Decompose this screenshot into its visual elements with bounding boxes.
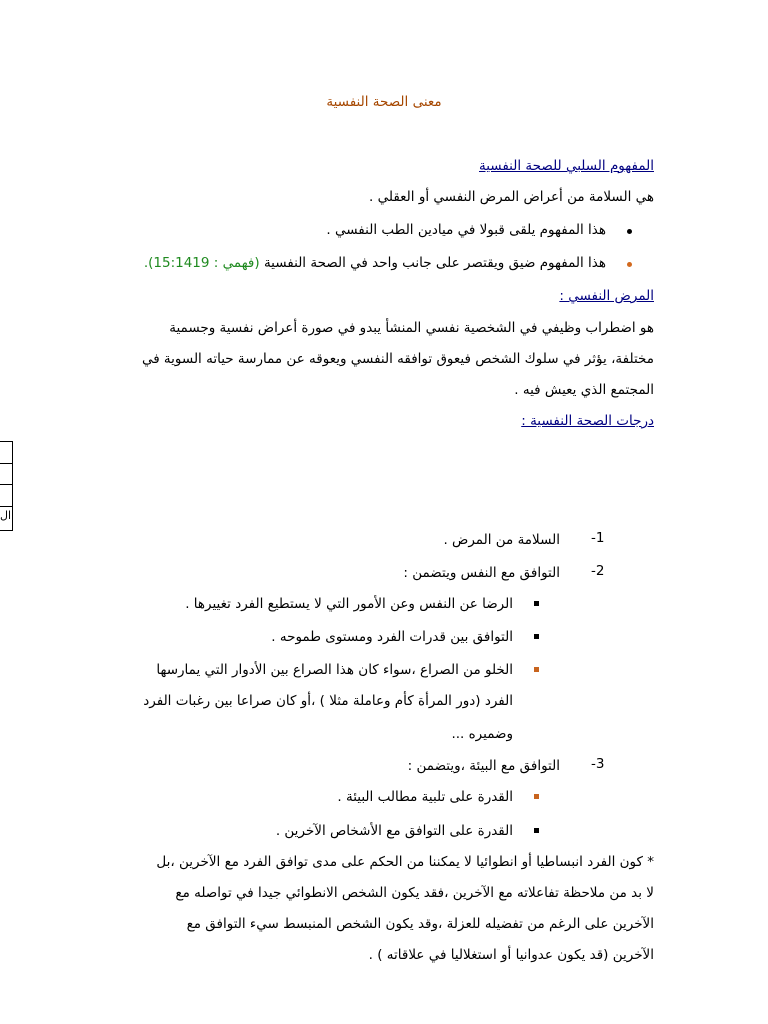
bullet-square-icon	[534, 667, 539, 672]
degree-item-3: التوافق مع البيئة ،ويتضمن :	[407, 758, 560, 774]
note-line-2: لا بد من ملاحظة تفاعلاته مع الآخرين ،فقد يكون الشخص الانطوائي جيدا في تواصله مع	[175, 885, 654, 901]
negative-bullet-2-text: هذا المفهوم ضيق ويقتصر على جانب واحد في الصحة النفسية	[263, 255, 606, 271]
bullet-square-icon	[534, 794, 539, 799]
item-number-3: -3	[591, 756, 605, 772]
item-number-2: -2	[591, 563, 605, 579]
degree-item-1: السلامة من المرض .	[443, 532, 560, 548]
note-line-1: * كون الفرد انبساطيا أو انطوائيا لا يمكننا من الحكم على مدى توافق الفرد مع الآخرين ،بل	[156, 854, 654, 870]
edge-table-row-line	[0, 506, 12, 507]
negative-concept-definition: هي السلامة من أعراض المرض النفسي أو العقلي .	[369, 189, 654, 205]
note-line-4: الآخرين (قد يكون عدوانيا أو استغلاليا في علاقاته ) .	[368, 947, 654, 963]
mental-illness-heading: المرض النفسي :	[559, 288, 654, 304]
degree-item-2: التوافق مع النفس ويتضمن :	[403, 565, 560, 581]
mental-illness-line-2: مختلفة، يؤثر في سلوك الشخص فيعوق توافقه النفسي ويعوقه عن ممارسة حياته السوية في	[141, 351, 654, 367]
negative-concept-heading: المفهوم السلبي للصحة النفسية	[479, 158, 654, 174]
self-bullet-3-cont-2: وضميره ...	[451, 726, 513, 742]
self-bullet-3: الخلو من الصراع ،سواء كان هذا الصراع بين الأدوار التي يمارسها	[156, 662, 513, 678]
page-title: معنى الصحة النفسية	[326, 94, 442, 110]
bullet-dot-icon	[627, 262, 632, 267]
negative-bullet-1: هذا المفهوم يلقى قبولا في ميادين الطب النفسي .	[326, 222, 606, 238]
self-bullet-1: الرضا عن النفس وعن الأمور التي لا يستطيع الفرد تغييرها .	[185, 596, 513, 612]
bullet-square-icon	[534, 634, 539, 639]
edge-table-text: ال	[0, 509, 12, 522]
citation: (فهمي : 15:1419).	[143, 255, 260, 271]
item-number-1: -1	[591, 530, 605, 546]
edge-table-row-line	[0, 463, 12, 464]
bullet-square-icon	[534, 828, 539, 833]
env-bullet-2: القدرة على التوافق مع الأشخاص الآخرين .	[275, 823, 513, 839]
edge-table-row-line	[0, 484, 12, 485]
negative-bullet-2	[144, 253, 606, 273]
mental-illness-line-1: هو اضطراب وظيفي في الشخصية نفسي المنشأ يبدو في صورة أعراض نفسية وجسمية	[169, 320, 654, 336]
note-line-3: الآخرين على الرغم من تفضيله للعزلة ،وقد يكون الشخص المنبسط سيء التوافق مع	[186, 916, 654, 932]
mental-illness-line-3: المجتمع الذي يعيش فيه .	[514, 382, 654, 398]
bullet-square-icon	[534, 601, 539, 606]
bullet-dot-icon	[627, 229, 632, 234]
env-bullet-1: القدرة على تلبية مطالب البيئة .	[337, 789, 513, 805]
self-bullet-3-cont-1: الفرد (دور المرأة كأم وعاملة مثلا ) ،أو كان صراعا بين رغبات الفرد	[143, 693, 513, 709]
self-bullet-2: التوافق بين قدرات الفرد ومستوى طموحه .	[271, 629, 513, 645]
degrees-heading: درجات الصحة النفسية :	[521, 413, 654, 429]
